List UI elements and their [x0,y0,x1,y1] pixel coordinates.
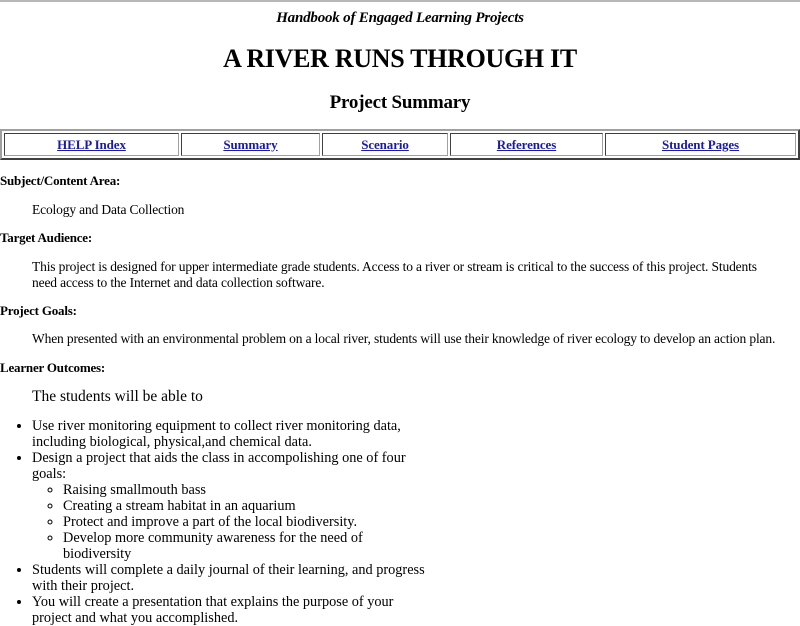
nav-cell-references [450,133,603,156]
outcome-item: • Students will complete a daily journal of their learning, and progress with their project. [32,562,432,594]
nav-cell-scenario [322,133,448,156]
goals-sublist [32,482,432,562]
nav-table [0,129,800,160]
outcome-item: • You will create a presentation that explains the purpose of your project and what you accomplished. [32,594,432,626]
outcome-item-text: Design a project that aids the class in accompolishing one of four goals: [32,450,406,482]
audience-label: Target Audience: [0,230,93,245]
outcomes-lead: The students will be able to [32,388,203,405]
outcome-item: • Use river monitoring equipment to collect river monitoring data, including biological, physical,and chemical data. [32,418,432,450]
outcome-item [32,450,432,562]
goal-subitem: ◦ Creating a stream habitat in an aquarium [63,498,432,514]
goal-subitem: ◦ Develop more community awareness for the need of biodiversity [63,530,432,562]
nav-cell-student-pages [605,133,796,156]
nav-cell-summary [181,133,320,156]
page-subtitle: Project Summary [329,92,471,113]
subject-text: Ecology and Data Collection [32,202,185,217]
subject-label: Subject/Content Area: [0,173,121,188]
nav-link-scenario[interactable]: Scenario [361,136,409,152]
outcomes-label: Learner Outcomes: [0,360,106,375]
page-title: A RIVER RUNS THROUGH IT [223,44,577,73]
outcomes-list [0,418,432,626]
nav-link-summary[interactable]: Summary [223,136,278,152]
goals-text: When presented with an environmental problem on a local river, students will use their knowledge of river ecology to develop an action plan. [32,331,776,346]
handbook-title: Handbook of Engaged Learning Projects [276,10,524,26]
nav-link-references[interactable]: References [496,136,557,152]
nav-link-student-pages[interactable]: Student Pages [661,136,740,152]
goal-subitem: ◦ Raising smallmouth bass [63,482,432,498]
goals-label: Project Goals: [0,303,77,318]
nav-cell-help-index [4,133,179,156]
audience-text: This project is designed for upper intermediate grade students. Access to a river or stream is critical to the success of this project. Students need access to the Internet and data collection software. [32,259,757,290]
nav-link-help-index[interactable]: HELP Index [57,136,126,152]
top-rule [0,0,800,2]
goal-subitem: ◦ Protect and improve a part of the local biodiversity. [63,514,432,530]
